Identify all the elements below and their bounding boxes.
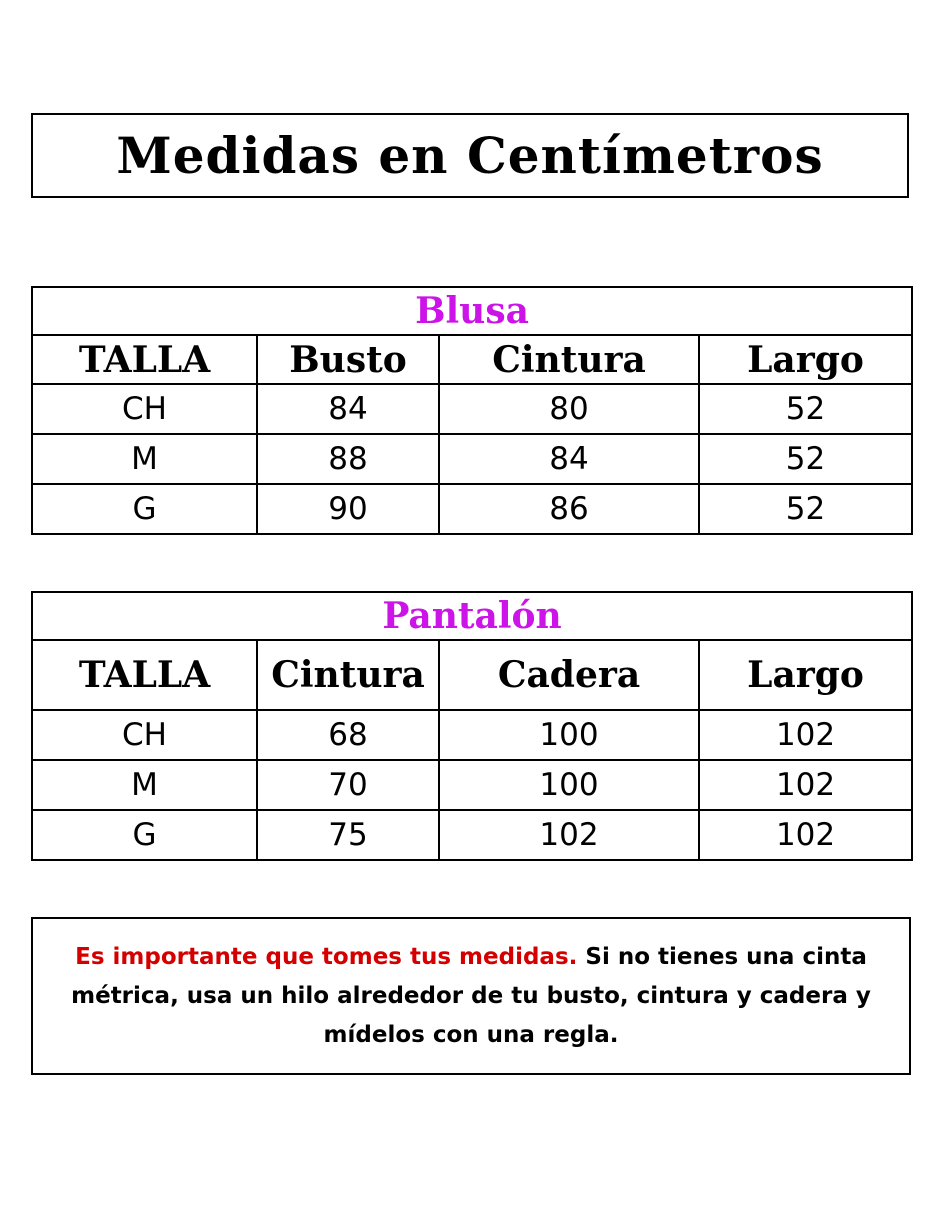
table-row <box>32 710 912 760</box>
blusa-table-title: Blusa <box>32 287 912 335</box>
table-row <box>32 384 912 434</box>
measurement-note-box <box>31 917 911 1075</box>
table-cell: 102 <box>439 810 699 860</box>
pantalon-header-largo: Largo <box>699 640 912 710</box>
table-cell: M <box>32 434 257 484</box>
blusa-header-talla: TALLA <box>32 335 257 384</box>
pantalon-header-cintura: Cintura <box>257 640 439 710</box>
table-row <box>32 810 912 860</box>
note-body: Si no tienes una cinta métrica, usa un hilo alrededor de tu busto, cintura y cadera y mídelos con una regla. <box>71 943 871 1048</box>
blusa-header-busto: Busto <box>257 335 439 384</box>
note-highlight: Es importante que tomes tus medidas. <box>75 943 578 970</box>
pantalon-header-cadera: Cadera <box>439 640 699 710</box>
table-cell: CH <box>32 384 257 434</box>
table-cell: 70 <box>257 760 439 810</box>
table-cell: 100 <box>439 760 699 810</box>
table-cell: CH <box>32 710 257 760</box>
pantalon-header-talla: TALLA <box>32 640 257 710</box>
table-cell: 102 <box>699 710 912 760</box>
title-box <box>31 113 909 198</box>
pantalon-size-table <box>31 591 913 861</box>
table-cell: 102 <box>699 810 912 860</box>
table-cell: 52 <box>699 384 912 434</box>
measurement-note <box>53 938 889 1055</box>
table-cell: 102 <box>699 760 912 810</box>
table-cell: G <box>32 484 257 534</box>
table-cell: 52 <box>699 434 912 484</box>
table-cell: 84 <box>257 384 439 434</box>
table-cell: 88 <box>257 434 439 484</box>
blusa-header-largo: Largo <box>699 335 912 384</box>
blusa-size-table <box>31 286 913 535</box>
table-cell: 75 <box>257 810 439 860</box>
table-cell: 52 <box>699 484 912 534</box>
pantalon-table-title: Pantalón <box>32 592 912 640</box>
table-cell: 84 <box>439 434 699 484</box>
table-cell: G <box>32 810 257 860</box>
table-cell: 68 <box>257 710 439 760</box>
table-row <box>32 434 912 484</box>
page-title: Medidas en Centímetros <box>116 126 824 185</box>
table-cell: 86 <box>439 484 699 534</box>
table-row <box>32 484 912 534</box>
table-cell: 80 <box>439 384 699 434</box>
table-cell: 100 <box>439 710 699 760</box>
blusa-header-cintura: Cintura <box>439 335 699 384</box>
table-cell: M <box>32 760 257 810</box>
table-cell: 90 <box>257 484 439 534</box>
table-row <box>32 760 912 810</box>
